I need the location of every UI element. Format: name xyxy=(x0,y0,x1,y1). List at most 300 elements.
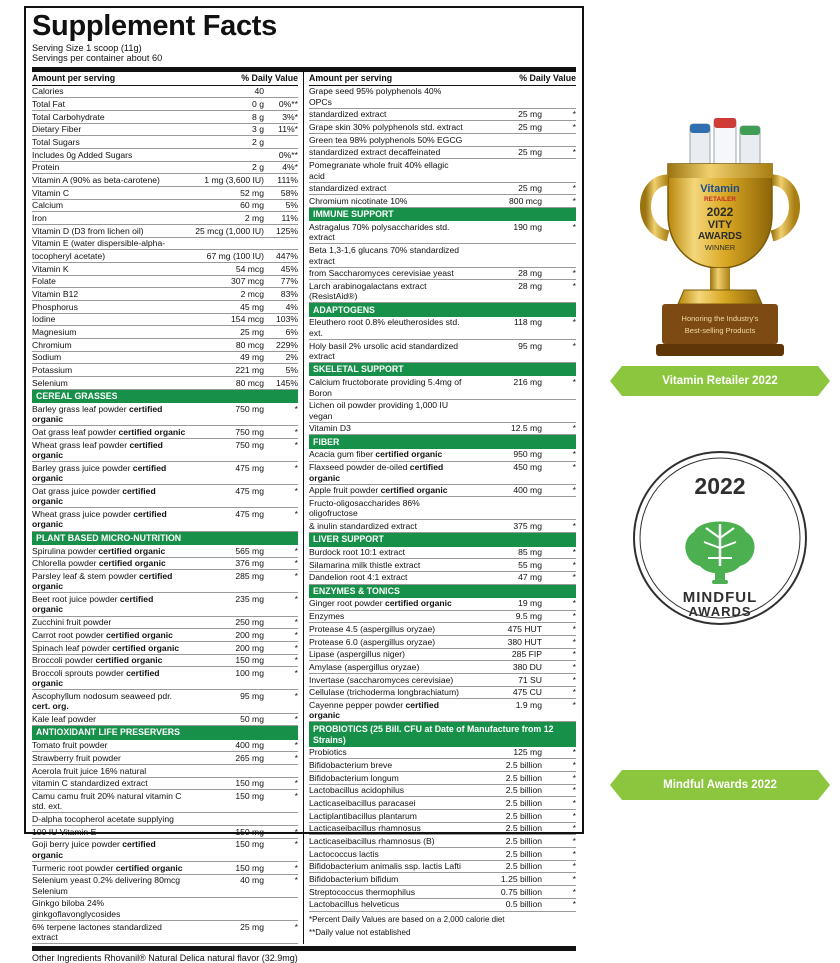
row-amount: 2.5 billion xyxy=(464,810,542,823)
section-header-row xyxy=(309,207,576,221)
section-title: ANTIOXIDANT LIFE PRESERVERS xyxy=(32,726,298,739)
row-daily-value: * xyxy=(264,790,298,813)
row-amount: 60 mg xyxy=(186,199,264,212)
table-row xyxy=(309,835,576,848)
table-row xyxy=(32,377,298,390)
row-daily-value: * xyxy=(542,699,576,722)
row-daily-value xyxy=(542,497,576,520)
row-amount: 80 mcg xyxy=(186,339,264,352)
table-row xyxy=(32,301,298,314)
row-name: tocopheryl acetate) xyxy=(32,250,186,263)
table-row xyxy=(309,121,576,134)
row-name: Probiotics xyxy=(309,747,464,759)
row-amount: 52 mg xyxy=(186,186,264,199)
table-row xyxy=(32,123,298,136)
table-row xyxy=(309,339,576,362)
row-daily-value: * xyxy=(542,635,576,648)
serving-size: Serving Size 1 scoop (11g) xyxy=(32,42,142,53)
row-amount: 475 CU xyxy=(464,686,542,699)
row-name: Sodium xyxy=(32,351,186,364)
table-row xyxy=(32,813,298,826)
svg-text:VITY: VITY xyxy=(707,219,733,231)
row-daily-value xyxy=(264,897,298,920)
row-name: Chromium nicotinate 10% xyxy=(309,195,464,208)
row-name: Bifidobacterium bifidum xyxy=(309,873,464,886)
row-name: Barley grass juice powder certified organic xyxy=(32,462,186,485)
table-row xyxy=(32,148,298,161)
row-amount: 80 mcg xyxy=(186,377,264,390)
row-amount: 125 mg xyxy=(464,747,542,759)
row-amount: 3 g xyxy=(186,123,264,136)
row-daily-value: 145% xyxy=(264,377,298,390)
table-row xyxy=(309,699,576,722)
row-daily-value: * xyxy=(542,810,576,823)
other-ingredients-label: Other Ingredients xyxy=(32,953,102,963)
row-name: standardized extract xyxy=(309,182,464,195)
row-amount: 25 mg xyxy=(464,121,542,134)
row-daily-value: 111% xyxy=(264,174,298,187)
table-row xyxy=(309,449,576,461)
row-name: Lichen oil powder providing 1,000 IU vegan xyxy=(309,399,464,422)
row-daily-value xyxy=(542,85,576,108)
row-name: Parsley leaf & stem powder certified organic xyxy=(32,570,186,593)
row-amount: 2 mg xyxy=(186,212,264,225)
row-name: Iron xyxy=(32,212,186,225)
section-title: FIBER xyxy=(309,435,576,448)
row-daily-value xyxy=(542,399,576,422)
table-row xyxy=(309,520,576,533)
table-row xyxy=(309,784,576,797)
column-header-amount: Amount per serving xyxy=(32,72,186,85)
row-name: Potassium xyxy=(32,364,186,377)
section-header-row xyxy=(32,389,298,403)
row-amount: 750 mg xyxy=(186,426,264,439)
row-daily-value: 103% xyxy=(264,313,298,326)
row-daily-value xyxy=(264,136,298,149)
table-row xyxy=(32,790,298,813)
row-name: Bifidobacterium breve xyxy=(309,759,464,772)
table-row xyxy=(32,136,298,149)
row-daily-value: * xyxy=(264,438,298,461)
table-header-row xyxy=(32,72,298,85)
table-row xyxy=(32,641,298,654)
row-daily-value: 229% xyxy=(264,339,298,352)
table-row xyxy=(32,485,298,508)
row-name: Barley grass leaf powder certified organic xyxy=(32,403,186,426)
table-header-row xyxy=(309,72,576,85)
table-row xyxy=(32,263,298,276)
row-amount: 150 mg xyxy=(186,838,264,861)
row-daily-value: * xyxy=(542,623,576,636)
table-row xyxy=(32,351,298,364)
row-name: vitamin C standardized extract xyxy=(32,777,186,790)
row-daily-value: * xyxy=(542,571,576,584)
row-daily-value xyxy=(264,85,298,98)
row-daily-value: * xyxy=(542,449,576,461)
footnote-1: *Percent Daily Values are based on a 2,000 calorie diet xyxy=(309,914,505,924)
row-amount xyxy=(464,85,542,108)
row-name: Oat grass leaf powder certified organic xyxy=(32,426,186,437)
row-amount: 800 mcg xyxy=(464,195,542,208)
table-row xyxy=(309,810,576,823)
table-row xyxy=(309,244,576,267)
row-daily-value: * xyxy=(542,860,576,873)
row-amount: 2.5 billion xyxy=(464,772,542,785)
row-daily-value: * xyxy=(264,641,298,654)
row-daily-value: 58% xyxy=(264,186,298,199)
table-row xyxy=(309,661,576,674)
row-name: Beta 1,3-1,6 glucans 70% standardized extract xyxy=(309,244,464,267)
row-name: Ginger root powder certified organic xyxy=(309,598,464,610)
page-title: Supplement Facts xyxy=(32,10,277,42)
table-row xyxy=(309,860,576,873)
table-row xyxy=(309,267,576,280)
row-amount: 400 mg xyxy=(186,740,264,752)
row-amount: 25 mg xyxy=(464,108,542,121)
row-amount: 40 mg xyxy=(186,874,264,897)
row-name: Silamarina milk thistle extract xyxy=(309,559,464,572)
table-row xyxy=(309,797,576,810)
row-daily-value: * xyxy=(264,570,298,593)
row-amount: 25 mg xyxy=(464,182,542,195)
row-name: Beet root juice powder certified organic xyxy=(32,593,186,616)
row-daily-value xyxy=(542,159,576,182)
row-daily-value: * xyxy=(542,520,576,533)
row-amount: 55 mg xyxy=(464,559,542,572)
row-name: Calcium xyxy=(32,199,186,212)
row-amount xyxy=(464,244,542,267)
row-name: Iodine xyxy=(32,313,186,326)
row-daily-value: * xyxy=(542,797,576,810)
table-row xyxy=(309,195,576,208)
row-name: Vitamin D3 xyxy=(309,422,464,435)
row-daily-value: 83% xyxy=(264,288,298,301)
row-name: 100 IU Vitamin E xyxy=(32,826,186,839)
row-daily-value: * xyxy=(264,920,298,943)
row-amount: 475 mg xyxy=(186,462,264,485)
row-name: Enzymes xyxy=(309,610,464,623)
row-amount xyxy=(464,497,542,520)
row-daily-value: * xyxy=(542,772,576,785)
row-amount: 1.25 billion xyxy=(464,873,542,886)
row-name: Vitamin E (water dispersible-alpha- xyxy=(32,237,186,250)
row-daily-value: 5% xyxy=(264,364,298,377)
row-amount: 49 mg xyxy=(186,351,264,364)
row-name: Vitamin B12 xyxy=(32,288,186,301)
table-row xyxy=(309,221,576,244)
row-daily-value: * xyxy=(542,376,576,399)
row-daily-value: * xyxy=(264,713,298,726)
ribbon-vitamin-retailer: Vitamin Retailer 2022 xyxy=(622,366,818,396)
row-daily-value: 2% xyxy=(264,351,298,364)
row-name: Calcium fructoborate providing 5.4mg of Boron xyxy=(309,376,464,399)
section-title: PLANT BASED MICRO-NUTRITION xyxy=(32,532,298,545)
table-row xyxy=(309,673,576,686)
row-name: Amylase (aspergillus oryzae) xyxy=(309,661,464,674)
table-row xyxy=(32,654,298,667)
row-amount: 475 mg xyxy=(186,485,264,508)
row-amount: 150 mg xyxy=(186,790,264,813)
row-amount: 376 mg xyxy=(186,557,264,570)
section-title: LIVER SUPPORT xyxy=(309,533,576,546)
row-daily-value: * xyxy=(542,835,576,848)
table-row xyxy=(32,874,298,897)
row-daily-value: * xyxy=(264,403,298,426)
section-header-row xyxy=(309,363,576,377)
table-row xyxy=(309,182,576,195)
row-name: Protein xyxy=(32,161,186,174)
table-row xyxy=(309,559,576,572)
row-daily-value: * xyxy=(264,629,298,642)
row-name: Dietary Fiber xyxy=(32,123,186,136)
row-name: Ginkgo biloba 24% ginkgoflavonglycosides xyxy=(32,897,186,920)
row-name: Turmeric root powder certified organic xyxy=(32,861,186,874)
row-name: Vitamin K xyxy=(32,263,186,276)
row-name: Acacia gum fiber certified organic xyxy=(309,449,464,461)
table-row xyxy=(309,159,576,182)
table-row xyxy=(309,399,576,422)
row-amount: 150 mg xyxy=(186,861,264,874)
servings-per-container: Servings per container about 60 xyxy=(32,53,163,64)
table-row xyxy=(32,545,298,557)
svg-text:WINNER: WINNER xyxy=(704,243,736,252)
table-row xyxy=(309,822,576,835)
svg-text:MINDFUL: MINDFUL xyxy=(682,589,758,606)
row-amount: 150 mg xyxy=(186,826,264,839)
row-name: Selenium xyxy=(32,377,186,390)
row-amount: 380 HUT xyxy=(464,635,542,648)
table-row xyxy=(32,629,298,642)
row-daily-value: * xyxy=(542,484,576,497)
row-amount: 1 mg (3,600 IU) xyxy=(186,174,264,187)
row-amount: 216 mg xyxy=(464,376,542,399)
table-row xyxy=(32,557,298,570)
table-row xyxy=(32,426,298,439)
row-daily-value: * xyxy=(264,874,298,897)
row-daily-value: * xyxy=(542,121,576,134)
row-name: Strawberry fruit powder xyxy=(32,752,186,765)
table-row xyxy=(309,146,576,159)
table-row xyxy=(32,161,298,174)
svg-text:Honoring the Industry's: Honoring the Industry's xyxy=(681,314,759,323)
row-amount: 150 mg xyxy=(186,654,264,667)
table-row xyxy=(32,570,298,593)
section-title: ENZYMES & TONICS xyxy=(309,585,576,598)
table-row xyxy=(32,713,298,726)
row-name: Fructo-oligosaccharides 86% oligofructose xyxy=(309,497,464,520)
table-row xyxy=(309,134,576,147)
row-daily-value: * xyxy=(542,673,576,686)
row-name: Carrot root powder certified organic xyxy=(32,629,186,642)
row-daily-value: * xyxy=(542,461,576,484)
row-name: Apple fruit powder certified organic xyxy=(309,484,464,497)
row-name: Tomato fruit powder xyxy=(32,740,186,752)
row-daily-value: * xyxy=(542,598,576,610)
row-daily-value: * xyxy=(542,280,576,303)
row-name: Broccoli sprouts powder certified organic xyxy=(32,667,186,690)
row-amount: 475 HUT xyxy=(464,623,542,636)
row-name: Eleuthero root 0.8% eleutherosides std. ext. xyxy=(309,317,464,340)
section-title: ADAPTOGENS xyxy=(309,303,576,316)
row-daily-value: * xyxy=(542,221,576,244)
row-amount: 565 mg xyxy=(186,545,264,557)
row-name: Folate xyxy=(32,275,186,288)
table-row xyxy=(32,237,298,250)
row-amount: 2 g xyxy=(186,136,264,149)
section-header-row xyxy=(309,533,576,547)
row-daily-value: * xyxy=(264,690,298,713)
row-amount: 475 mg xyxy=(186,508,264,531)
table-row xyxy=(309,85,576,108)
row-daily-value: * xyxy=(264,752,298,765)
row-daily-value: 0%** xyxy=(264,148,298,161)
table-row xyxy=(32,250,298,263)
row-daily-value: * xyxy=(542,661,576,674)
row-amount: 54 mcg xyxy=(186,263,264,276)
row-amount: 2.5 billion xyxy=(464,784,542,797)
row-amount: 450 mg xyxy=(464,461,542,484)
table-row xyxy=(309,686,576,699)
row-daily-value: 5% xyxy=(264,199,298,212)
row-daily-value: * xyxy=(542,195,576,208)
table-row xyxy=(32,777,298,790)
row-amount: 25 mcg (1,000 IU) xyxy=(186,225,264,238)
row-name: Zucchini fruit powder xyxy=(32,616,186,629)
table-row xyxy=(32,690,298,713)
row-name: Goji berry juice powder certified organic xyxy=(32,838,186,861)
row-amount: 200 mg xyxy=(186,641,264,654)
row-name: standardized extract xyxy=(309,108,464,121)
row-daily-value: 11%* xyxy=(264,123,298,136)
row-amount: 2 mcg xyxy=(186,288,264,301)
table-row xyxy=(309,747,576,759)
table-row xyxy=(32,339,298,352)
row-daily-value: * xyxy=(264,462,298,485)
vity-awards-trophy-icon xyxy=(622,118,818,368)
facts-column-left xyxy=(32,72,304,944)
section-title: IMMUNE SUPPORT xyxy=(309,208,576,221)
row-name: Phosphorus xyxy=(32,301,186,314)
svg-text:AWARDS: AWARDS xyxy=(698,231,742,242)
other-ingredients-value: Rhovanil® Natural Delica natural flavor (32.9mg) xyxy=(104,953,298,963)
table-row xyxy=(309,886,576,899)
row-name: Lacticaseibacillus rhamnosus xyxy=(309,822,464,835)
row-name: Lactococcus lactis xyxy=(309,848,464,861)
section-title: PROBIOTICS (25 Bill. CFU at Date of Manufacture from 12 Strains) xyxy=(309,722,576,746)
row-amount xyxy=(186,813,264,826)
svg-text:AWARDS: AWARDS xyxy=(688,604,752,619)
row-amount: 67 mg (100 IU) xyxy=(186,250,264,263)
row-amount: 307 mcg xyxy=(186,275,264,288)
table-row xyxy=(309,610,576,623)
row-daily-value xyxy=(542,134,576,147)
row-name: from Saccharomyces cerevisiae yeast xyxy=(309,267,464,280)
row-name: Magnesium xyxy=(32,326,186,339)
row-name: Wheat grass juice powder certified organic xyxy=(32,508,186,531)
row-amount xyxy=(186,764,264,777)
row-daily-value: * xyxy=(542,108,576,121)
row-name: Includes 0g Added Sugars xyxy=(32,148,186,161)
table-row xyxy=(32,174,298,187)
table-row xyxy=(309,898,576,911)
row-amount: 250 mg xyxy=(186,616,264,629)
table-row xyxy=(32,838,298,861)
row-name: Total Fat xyxy=(32,98,186,111)
table-row xyxy=(32,667,298,690)
table-row xyxy=(309,108,576,121)
row-name: Protease 6.0 (aspergillus oryzae) xyxy=(309,635,464,648)
row-daily-value: * xyxy=(264,557,298,570)
svg-text:Vitamin: Vitamin xyxy=(700,183,740,195)
row-amount xyxy=(186,148,264,161)
column-header-amount: Amount per serving xyxy=(309,72,464,85)
section-header-row xyxy=(309,435,576,449)
table-row xyxy=(32,326,298,339)
row-amount: 750 mg xyxy=(186,403,264,426)
row-amount: 95 mg xyxy=(186,690,264,713)
row-name: Kale leaf powder xyxy=(32,713,186,726)
other-ingredients xyxy=(32,946,576,963)
row-amount: 50 mg xyxy=(186,713,264,726)
row-amount: 265 mg xyxy=(186,752,264,765)
table-row xyxy=(32,85,298,98)
row-daily-value: * xyxy=(264,593,298,616)
row-daily-value xyxy=(542,244,576,267)
ribbon-mindful-awards: Mindful Awards 2022 xyxy=(622,770,818,800)
row-amount: 2.5 billion xyxy=(464,860,542,873)
row-amount: 154 mcg xyxy=(186,313,264,326)
row-daily-value: * xyxy=(542,886,576,899)
row-name: Grape seed 95% polyphenols 40% OPCs xyxy=(309,85,464,108)
row-name: Vitamin D (D3 from lichen oil) xyxy=(32,225,186,238)
row-name: Lacticaseibacillus paracasei xyxy=(309,797,464,810)
row-amount: 28 mg xyxy=(464,280,542,303)
row-amount: 375 mg xyxy=(464,520,542,533)
row-name: Lipase (aspergillus niger) xyxy=(309,648,464,661)
section-header-row xyxy=(309,303,576,317)
row-amount: 2 g xyxy=(186,161,264,174)
row-amount: 285 mg xyxy=(186,570,264,593)
column-header-daily-value: % Daily Value xyxy=(464,72,576,85)
section-title: CEREAL GRASSES xyxy=(32,390,298,403)
row-daily-value: * xyxy=(542,422,576,435)
row-amount xyxy=(464,159,542,182)
row-amount: 750 mg xyxy=(186,438,264,461)
row-daily-value: * xyxy=(542,822,576,835)
table-row xyxy=(32,313,298,326)
row-name: Lactobacillus acidophilus xyxy=(309,784,464,797)
row-amount: 71 SU xyxy=(464,673,542,686)
row-daily-value: 4% xyxy=(264,301,298,314)
row-daily-value: 3%* xyxy=(264,110,298,123)
row-amount: 200 mg xyxy=(186,629,264,642)
table-row xyxy=(309,376,576,399)
row-name: Dandelion root 4:1 extract xyxy=(309,571,464,584)
row-daily-value: * xyxy=(264,616,298,629)
row-name: Camu camu fruit 20% natural vitamin C std. ext. xyxy=(32,790,186,813)
table-row xyxy=(32,920,298,943)
table-row xyxy=(32,462,298,485)
row-daily-value: * xyxy=(542,784,576,797)
row-amount: 85 mg xyxy=(464,547,542,559)
row-name: Bifidobacterium longum xyxy=(309,772,464,785)
row-amount: 9.5 mg xyxy=(464,610,542,623)
row-amount: 118 mg xyxy=(464,317,542,340)
row-daily-value xyxy=(264,813,298,826)
row-amount xyxy=(464,399,542,422)
table-row xyxy=(32,508,298,531)
column-header-daily-value: % Daily Value xyxy=(186,72,298,85)
